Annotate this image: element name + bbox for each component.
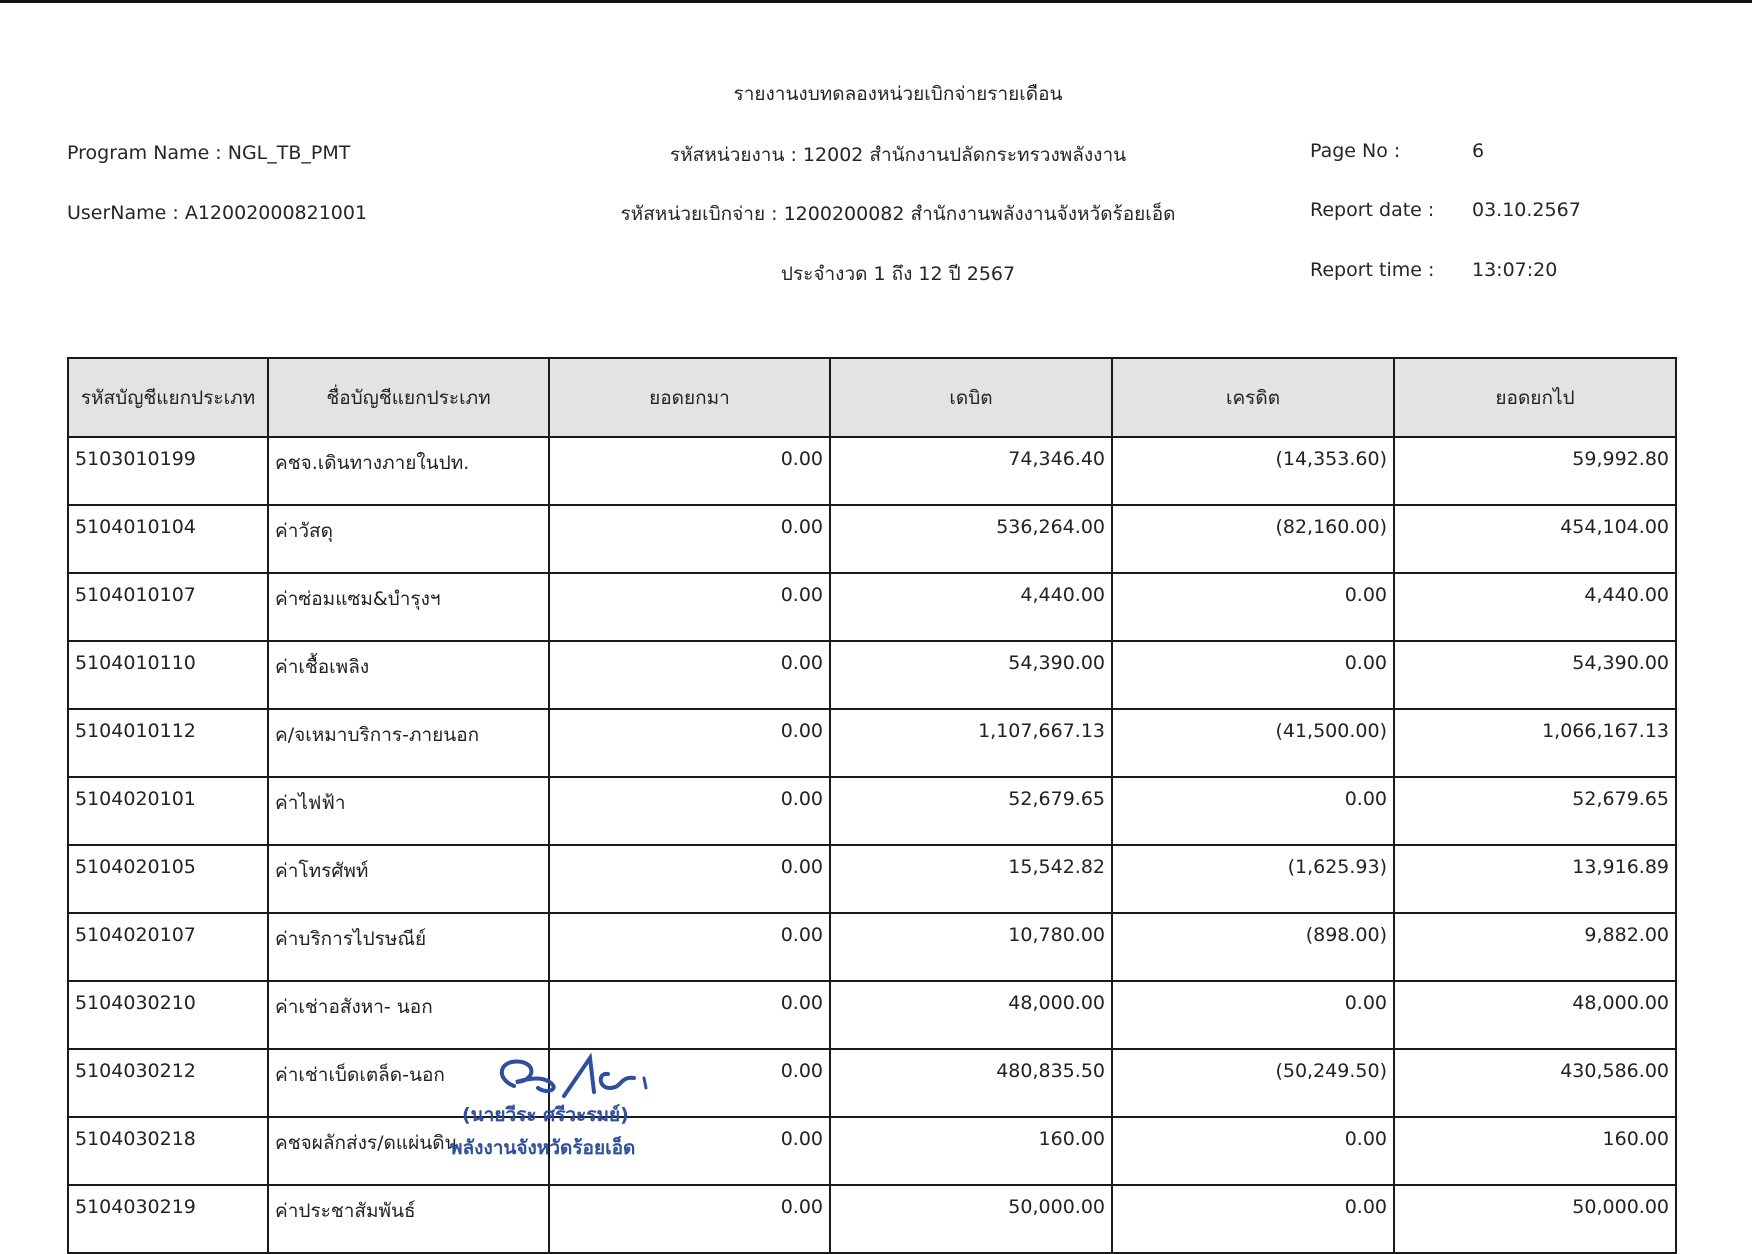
page-no-label: Page No : bbox=[1310, 140, 1401, 162]
debit: 48,000.00 bbox=[830, 981, 1112, 1049]
account-code: 5104010112 bbox=[68, 709, 268, 777]
opening-balance: 0.00 bbox=[549, 573, 830, 641]
debit: 1,107,667.13 bbox=[830, 709, 1112, 777]
opening-balance: 0.00 bbox=[549, 709, 830, 777]
closing-balance: 4,440.00 bbox=[1394, 573, 1676, 641]
opening-balance: 0.00 bbox=[549, 981, 830, 1049]
account-code: 5104010104 bbox=[68, 505, 268, 573]
account-code: 5104030212 bbox=[68, 1049, 268, 1117]
credit: 0.00 bbox=[1112, 573, 1394, 641]
debit: 160.00 bbox=[830, 1117, 1112, 1185]
credit: 0.00 bbox=[1112, 641, 1394, 709]
closing-balance: 59,992.80 bbox=[1394, 437, 1676, 505]
account-name: ค่าโทรศัพท์ bbox=[268, 845, 549, 913]
account-name: ค่าเช่าอสังหา- นอก bbox=[268, 981, 549, 1049]
header-opening-balance: ยอดยกมา bbox=[549, 358, 830, 437]
table-row bbox=[68, 641, 1676, 709]
signer-position: พลังงานจังหวัดร้อยเอ็ด bbox=[450, 1137, 636, 1159]
user-name: UserName : A12002000821001 bbox=[67, 202, 368, 224]
account-name: คชจผลักส่งร/ดแผ่นดิน bbox=[268, 1117, 549, 1185]
closing-balance: 1,066,167.13 bbox=[1394, 709, 1676, 777]
header-credit: เครดิต bbox=[1112, 358, 1394, 437]
table-row bbox=[68, 709, 1676, 777]
report-period: ประจำงวด 1 ถึง 12 ปี 2567 bbox=[780, 263, 1016, 285]
header-closing-balance: ยอดยกไป bbox=[1394, 358, 1676, 437]
account-name: คชจ.เดินทางภายในปท. bbox=[268, 437, 549, 505]
account-code: 5104020101 bbox=[68, 777, 268, 845]
account-code: 5104020105 bbox=[68, 845, 268, 913]
debit: 480,835.50 bbox=[830, 1049, 1112, 1117]
account-code: 5104010107 bbox=[68, 573, 268, 641]
report-title: รายงานงบทดลองหน่วยเบิกจ่ายรายเดือน bbox=[733, 83, 1063, 105]
table-row bbox=[68, 913, 1676, 981]
closing-balance: 54,390.00 bbox=[1394, 641, 1676, 709]
account-code: 5104030218 bbox=[68, 1117, 268, 1185]
credit: 0.00 bbox=[1112, 1185, 1394, 1253]
debit: 50,000.00 bbox=[830, 1185, 1112, 1253]
credit: (50,249.50) bbox=[1112, 1049, 1394, 1117]
credit: (1,625.93) bbox=[1112, 845, 1394, 913]
closing-balance: 9,882.00 bbox=[1394, 913, 1676, 981]
debit: 74,346.40 bbox=[830, 437, 1112, 505]
credit: (41,500.00) bbox=[1112, 709, 1394, 777]
debit: 54,390.00 bbox=[830, 641, 1112, 709]
report-date-label: Report date : bbox=[1310, 199, 1435, 221]
closing-balance: 52,679.65 bbox=[1394, 777, 1676, 845]
table-row bbox=[68, 1117, 1676, 1185]
opening-balance: 0.00 bbox=[549, 437, 830, 505]
table-row bbox=[68, 437, 1676, 505]
account-code: 5103010199 bbox=[68, 437, 268, 505]
table-row bbox=[68, 1049, 1676, 1117]
debit: 4,440.00 bbox=[830, 573, 1112, 641]
closing-balance: 50,000.00 bbox=[1394, 1185, 1676, 1253]
opening-balance: 0.00 bbox=[549, 1117, 830, 1185]
credit: (898.00) bbox=[1112, 913, 1394, 981]
program-name: Program Name : NGL_TB_PMT bbox=[67, 142, 351, 164]
opening-balance: 0.00 bbox=[549, 1185, 830, 1253]
account-code: 5104030210 bbox=[68, 981, 268, 1049]
table-row bbox=[68, 1185, 1676, 1253]
table-row bbox=[68, 981, 1676, 1049]
closing-balance: 13,916.89 bbox=[1394, 845, 1676, 913]
credit: 0.00 bbox=[1112, 777, 1394, 845]
opening-balance: 0.00 bbox=[549, 1049, 830, 1117]
opening-balance: 0.00 bbox=[549, 641, 830, 709]
table-row bbox=[68, 573, 1676, 641]
closing-balance: 160.00 bbox=[1394, 1117, 1676, 1185]
page-no-value: 6 bbox=[1472, 140, 1485, 162]
opening-balance: 0.00 bbox=[549, 845, 830, 913]
closing-balance: 430,586.00 bbox=[1394, 1049, 1676, 1117]
account-name: ค่าประชาสัมพันธ์ bbox=[268, 1185, 549, 1253]
disbursing-unit: รหัสหน่วยเบิกจ่าย : 1200200082 สำนักงานพลังงานจังหวัดร้อยเอ็ด bbox=[620, 203, 1176, 225]
signer-name: (นายวีระ ศรีวะรมย์) bbox=[462, 1104, 629, 1126]
credit: 0.00 bbox=[1112, 1117, 1394, 1185]
table-row bbox=[68, 777, 1676, 845]
table-row bbox=[68, 505, 1676, 573]
credit: (14,353.60) bbox=[1112, 437, 1394, 505]
header-account-name: ชื่อบัญชีแยกประเภท bbox=[268, 358, 549, 437]
debit: 536,264.00 bbox=[830, 505, 1112, 573]
closing-balance: 454,104.00 bbox=[1394, 505, 1676, 573]
header-account-code: รหัสบัญชีแยกประเภท bbox=[68, 358, 268, 437]
report-time-value: 13:07:20 bbox=[1472, 259, 1558, 281]
debit: 52,679.65 bbox=[830, 777, 1112, 845]
trial-balance-table bbox=[67, 357, 1677, 1254]
account-name: ค่าเชื้อเพลิง bbox=[268, 641, 549, 709]
account-name: ค่าบริการไปรษณีย์ bbox=[268, 913, 549, 981]
table-header-row bbox=[68, 358, 1676, 437]
account-code: 5104030219 bbox=[68, 1185, 268, 1253]
closing-balance: 48,000.00 bbox=[1394, 981, 1676, 1049]
opening-balance: 0.00 bbox=[549, 777, 830, 845]
scan-top-edge bbox=[0, 0, 1752, 3]
opening-balance: 0.00 bbox=[549, 913, 830, 981]
account-name: ค่าซ่อมแซม&บำรุงฯ bbox=[268, 573, 549, 641]
account-code: 5104010110 bbox=[68, 641, 268, 709]
header-debit: เดบิต bbox=[830, 358, 1112, 437]
account-name: ค/จเหมาบริการ-ภายนอก bbox=[268, 709, 549, 777]
agency-code: รหัสหน่วยงาน : 12002 สำนักงานปลัดกระทรวงพลังงาน bbox=[669, 144, 1127, 166]
account-name: ค่าไฟฟ้า bbox=[268, 777, 549, 845]
report-time-label: Report time : bbox=[1310, 259, 1435, 281]
account-name: ค่าเช่าเบ็ดเตล็ด-นอก bbox=[268, 1049, 549, 1117]
debit: 10,780.00 bbox=[830, 913, 1112, 981]
account-name: ค่าวัสดุ bbox=[268, 505, 549, 573]
credit: 0.00 bbox=[1112, 981, 1394, 1049]
report-date-value: 03.10.2567 bbox=[1472, 199, 1581, 221]
opening-balance: 0.00 bbox=[549, 505, 830, 573]
account-code: 5104020107 bbox=[68, 913, 268, 981]
table-row bbox=[68, 845, 1676, 913]
credit: (82,160.00) bbox=[1112, 505, 1394, 573]
debit: 15,542.82 bbox=[830, 845, 1112, 913]
